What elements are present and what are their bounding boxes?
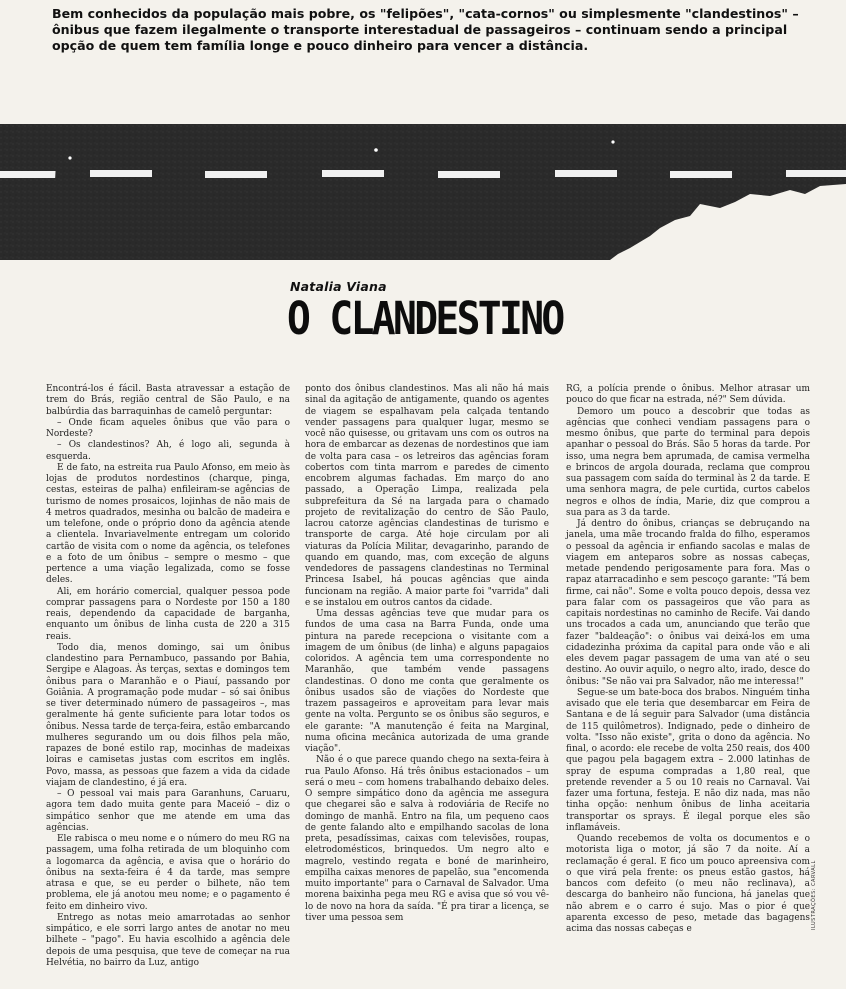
paragraph: Não é o que parece quando chego na sexta-feira à rua Paulo Afonso. Há três ônibus estacionados – um será o meu – com homens trabalhando debaixo deles. O sempre simpático dono da agência me assegura que chegarei são e salva à rodoviária de Recife no domingo de manhã. Entro na fila, um pequeno caos de gente falando alto e empilhando sacolas de lona preta, pesadíssimas, caixas com televisões, roupas, eletrodomésticos, brinquedos. Um negro alto e magrelo, vestindo regata e boné de marinheiro, empilha caixas menores de papelão, sua "encomenda muito importante" para o Carnaval de Salvador. Uma morena baixinha pega meu RG e avisa que só vou vê-lo de novo na hora da saída. "É pra tirar a licença, se tiver uma pessoa sem xyxy=(305,755,549,923)
article-column-3 xyxy=(566,384,810,935)
headline: O CLANDESTINO xyxy=(287,292,563,345)
paragraph: Entrego as notas meio amarrotadas ao senhor simpático, e ele sorri largo antes de anotar no meu bilhete – "pago". Eu havia escolhido a agência dele depois de uma pesquisa, que teve de começar na rua Helvétia, no bairro da Luz, antigo xyxy=(46,912,290,968)
article-column-1 xyxy=(46,384,290,969)
road-illustration xyxy=(0,124,846,260)
paragraph: Ali, em horário comercial, qualquer pessoa pode comprar passagens para o Nordeste por 150 a 180 reais, dependendo da capacidade de barganha, enquanto um ônibus de linha custa de 220 a 315 reais. xyxy=(46,586,290,642)
paragraph: RG, a polícia prende o ônibus. Melhor atrasar um pouco do que ficar na estrada, né?" Sem dúvida. xyxy=(566,384,810,406)
paragraph: – Onde ficam aqueles ônibus que vão para o Nordeste? xyxy=(46,417,290,439)
paragraph: Encontrá-los é fácil. Basta atravessar a estação de trem do Brás, região central de São Paulo, e na balbúrdia das barraquinhas de camelô perguntar: xyxy=(46,384,290,417)
paragraph: Todo dia, menos domingo, sai um ônibus clandestino para Pernambuco, passando por Bahia, Sergipe e Alagoas. Às terças, sextas e domingos tem ônibus para o Maranhão e o Piauí, passando por Goiânia. A programação pode mudar – só sai ônibus se tiver determinado número de passageiros –, mas geralmente há gente suficiente para lotar todos os ônibus. Nessa tarde de terça-feira, estão embarcando mulheres segurando um ou dois filhos pela mão, rapazes de boné estilo rap, mocinhas de madeixas loiras e camisetas justas com escritos em inglês. Povo, massa, as pessoas que fazem a vida da cidade viajam de clandestino, é já era. xyxy=(46,642,290,788)
paragraph: Demoro um pouco a descobrir que todas as agências que conheci vendiam passagens para o mesmo ônibus, que parte do terminal para depois apanhar o pessoal do Brás. São 5 horas da tarde. Por isso, uma negra bem aprumada, de camisa vermelha e brincos de argola dourada, reclama que comprou sua passagem com saída do terminal às 2 da tarde. E uma senhora magra, de pele curtida, curtos cabelos negros e olhos de índia, Marie, diz que comprou a sua para as 3 da tarde. xyxy=(566,406,810,518)
lede-text: Bem conhecidos da população mais pobre, os "felipões", "cata-cornos" ou simplesmente "clandestinos" – ônibus que fazem ilegalmente o transporte interestadual de passageiros – continuam sendo a principal opção de quem tem família longe e pouco dinheiro para vencer a distância. xyxy=(52,6,799,53)
paragraph: Quando recebemos de volta os documentos e o motorista liga o motor, já são 7 da noite. Aí a reclamação é geral. E fico um pouco apreensiva com o que virá pela frente: os pneus estão gastos, há bancos com defeito (o meu não reclinava), a descarga do banheiro não funciona, há janelas que não abrem e o carro é sujo. Mas o pior é que aparenta excesso de peso, metade das bagagens acima das nossas cabeças e xyxy=(566,834,810,934)
paragraph: – Os clandestinos? Ah, é logo ali, segunda à esquerda. xyxy=(46,440,290,462)
byline: Natalia Viana xyxy=(290,279,387,294)
paragraph: Uma dessas agências teve que mudar para os fundos de uma casa na Barra Funda, onde uma pintura na parede recepciona o visitante com a imagem de um ônibus (de linha) e alguns papagaios coloridos. A agência tem uma correspondente no Maranhão, que também vende passagens clandestinas. O dono me conta que geralmente os ônibus usados são de viações do Nordeste que trazem passageiros e aproveitam para levar mais gente na volta. Pergunto se os ônibus são seguros, e ele garante: "A manutenção é feita na Marginal, numa oficina mecânica autorizada de uma grande viação". xyxy=(305,609,549,754)
paragraph: E de fato, na estreita rua Paulo Afonso, em meio às lojas de produtos nordestinos (charque, pinga, cestas, esteiras de palha) enfileiram-se agências de turismo de nomes prosaicos, lojinhas de não mais de 4 metros quadrados, mesinha ou balcão de madeira e um telefone, onde o próprio dono da agência atende a clientela. Invariavelmente entregam um colorido cartão de visita com o nome da agência, os telefones e a foto de um ônibus – sempre o mesmo – que pertence a uma viação legalizada, como se fosse deles. xyxy=(46,462,290,586)
paragraph: Ele rabisca o meu nome e o número do meu RG na passagem, uma folha retirada de um bloquinho com a logomarca da agência, e avisa que o horário do ônibus na sexta-feira é 4 da tarde, mas sempre atrasa e que, se eu perder o bilhete, não tem problema, ele já anotou meu nome; e o pagamento é feito em dinheiro vivo. xyxy=(46,834,290,912)
illustration-credit: ILUSTRAÇÕES: CARVALL xyxy=(811,860,817,930)
article-column-2 xyxy=(305,384,549,924)
paragraph: Segue-se um bate-boca dos brabos. Ninguém tinha avisado que ele teria que desembarcar em Feira de Santana e de lá seguir para Salvador (uma distância de 115 quilômetros). Indignado, pede o dinheiro de volta. "Isso não existe", grita o dono da agência. No final, o acordo: ele recebe de volta 250 reais, dos 400 que pagou pela bagagem extra – 2.000 latinhas de spray de espuma compradas a 1,80 real, que pretende revender a 5 ou 10 reais no Carnaval. Vai fazer uma fortuna, festeja. E não diz nada, mas não tinha opção: nenhum ônibus de linha aceitaria transportar os sprays. É ilegal porque eles são inflamáveis. xyxy=(566,687,810,833)
paragraph: Já dentro do ônibus, crianças se debruçando na janela, uma mãe trocando fralda do filho, esperamos o pessoal da agência ir enfiando sacolas e malas de viagem em anteparos sobre as nossas cabeças, metade pendendo perigosamente para fora. Mas o rapaz atarracadinho e sem pescoço garante: "Tá bem firme, cai não". Some e volta pouco depois, dessa vez para falar com os passageiros que vão para as capitais nordestinas no caminho de Recife. Vai dando uns trocados a cada um, anunciando que terão que fazer "baldeação": o ônibus vai deixá-los em uma cidadezinha próxima da capital para onde vão e ali eles devem pagar passagem de uma van até o seu destino. Ao ouvir aquilo, o negro alto, irado, desce do ônibus: "Se não vai pra Salvador, não me interessa!" xyxy=(566,519,810,687)
paragraph: – O pessoal vai mais para Garanhuns, Caruaru, agora tem dado muita gente para Maceió – diz o simpático senhor que me atende em uma das agências. xyxy=(46,789,290,833)
paragraph: ponto dos ônibus clandestinos. Mas ali não há mais sinal da agitação de antigamente, quando os agentes de viagem se espalhavam pela calçada tentando vender passagens para qualquer lugar, mesmo se você não quisesse, ou gritavam uns com os outros na hora de embarcar as dezenas de nordestinos que iam de volta para casa – os letreiros das agências foram cobertos com tinta marrom e paredes de cimento encobrem algumas fachadas. Em março do ano passado, a Operação Limpa, realizada pela subprefeitura da Sé na largada para o chamado projeto de revitalização do centro de São Paulo, lacrou catorze agências clandestinas de turismo e transporte de carga. Até hoje circulam por ali viaturas da Polícia Militar, devagarinho, parando de quando em quando, mas, com exceção de alguns vendedores de passagens clandestinas no Terminal Princesa Isabel, há poucas agências que ainda funcionam na região. A maior parte foi "varrida" dali e se instalou em outros cantos da cidade. xyxy=(305,384,549,608)
